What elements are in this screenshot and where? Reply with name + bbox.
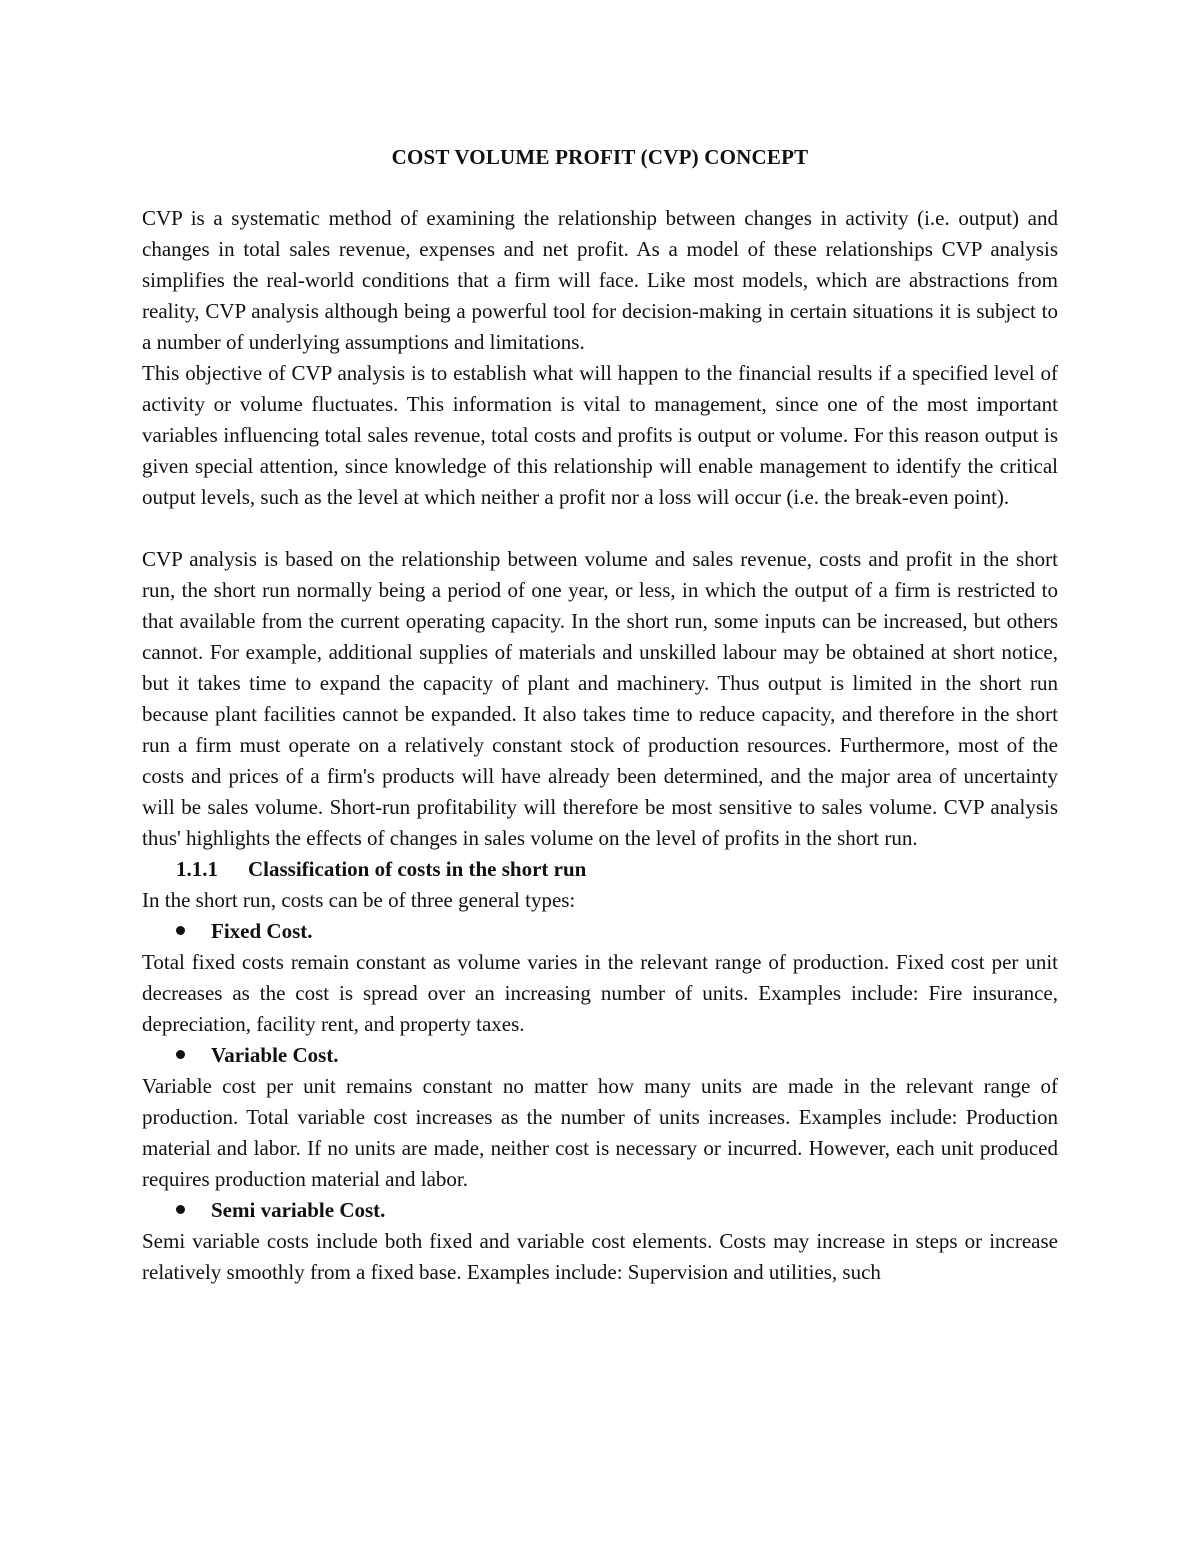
bullet-variable-cost [142,1040,1058,1071]
bullet-fixed-cost [142,916,1058,947]
semi-variable-cost-description: Semi variable costs include both fixed and variable cost elements. Costs may increase in steps or increase relatively smoothly from a fixed base. Examples include: Supervision and utilities, such [142,1229,1058,1284]
paragraph-spacer [142,513,1058,544]
document-title: COST VOLUME PROFIT (CVP) CONCEPT [391,145,809,169]
bullet-semi-variable-cost [142,1195,1058,1226]
bullet-label: Semi variable Cost. [211,1198,386,1222]
variable-cost-description: Variable cost per unit remains constant no matter how many units are made in the relevant range of production. Total variable cost increases as the number of units increases. Examples include: Production material and labor. If no units are made, neither cost is necessary or incurred. However, each unit produced requires production material and labor. [142,1074,1058,1191]
bullet-label: Variable Cost. [211,1043,339,1067]
paragraph-short-run: CVP analysis is based on the relationship between volume and sales revenue, costs and profit in the short run, the short run normally being a period of one year, or less, in which the output of a firm is restricted to that available from the current operating capacity. In the short run, some inputs can be increased, but others cannot. For example, additional supplies of materials and unskilled labour may be obtained at short notice, but it takes time to expand the capacity of plant and machinery. Thus output is limited in the short run because plant facilities cannot be expanded. It also takes time to reduce capacity, and therefore in the short run a firm must operate on a relatively constant stock of production resources. Furthermore, most of the costs and prices of a firm's products will have already been determined, and the major area of uncertainty will be sales volume. Short-run profitability will therefore be most sensitive to sales volume. CVP analysis thus' highlights the effects of changes in sales volume on the level of profits in the short run. [142,547,1058,850]
fixed-cost-description: Total fixed costs remain constant as volume varies in the relevant range of production. Fixed cost per unit decreases as the cost is spread over an increasing number of units. Examples include: Fire insurance, depreciation, facility rent, and property taxes. [142,950,1058,1036]
bullet-icon [176,1205,185,1214]
section-intro: In the short run, costs can be of three general types: [142,888,576,912]
section-heading [142,854,1058,885]
bullet-icon [176,1050,185,1059]
paragraph-cvp-definition: CVP is a systematic method of examining the relationship between changes in activity (i.e. output) and changes in total sales revenue, expenses and net profit. As a model of these relationships CVP analysis simplifies the real-world conditions that a firm will face. Like most models, which are abstractions from reality, CVP analysis although being a powerful tool for decision-making in certain situations it is subject to a number of underlying assumptions and limitations. [142,206,1058,354]
bullet-label: Fixed Cost. [211,919,313,943]
section-number: 1.1.1 [176,857,218,881]
paragraph-cvp-objective: This objective of CVP analysis is to establish what will happen to the financial results if a specified level of activity or volume fluctuates. This information is vital to management, since one of the most important variables influencing total sales revenue, total costs and profits is output or volume. For this reason output is given special attention, since knowledge of this relationship will enable management to identify the critical output levels, such as the level at which neither a profit nor a loss will occur (i.e. the break-even point). [142,361,1058,509]
section-title: Classification of costs in the short run [248,857,587,881]
bullet-icon [176,926,185,935]
document-page [142,142,1058,1288]
